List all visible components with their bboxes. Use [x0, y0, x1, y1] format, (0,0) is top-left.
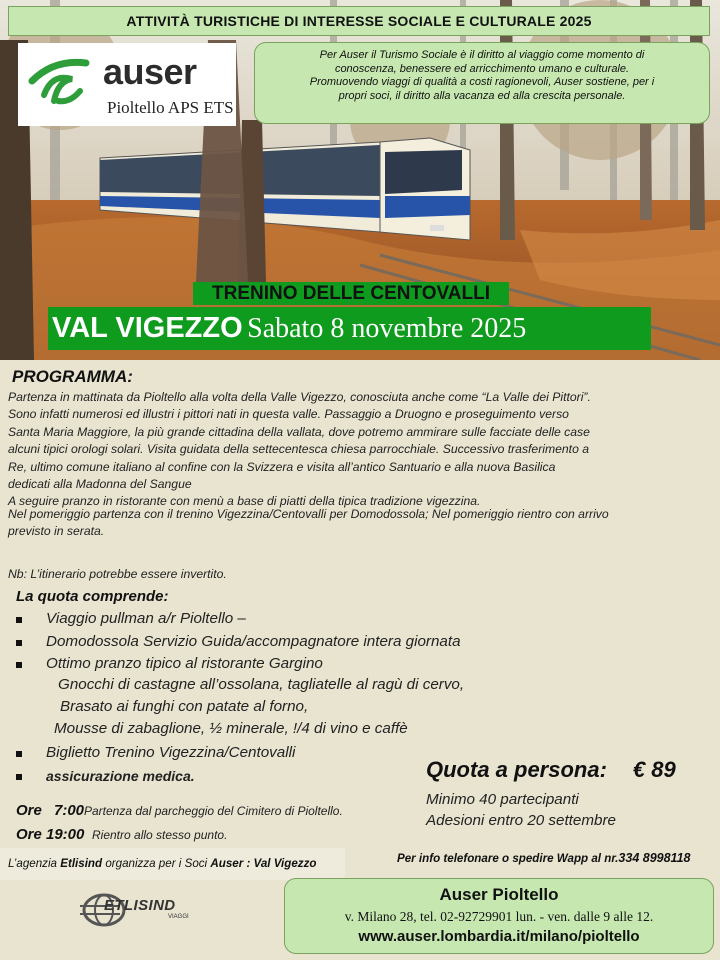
schedule-row: Ore 19:00 Rientro allo stesso punto.	[16, 826, 228, 843]
agency-name: Etlisind	[60, 857, 103, 870]
included-title: La quota comprende:	[16, 588, 169, 605]
schedule	[16, 799, 343, 847]
included-list	[16, 608, 461, 676]
contact-box	[284, 878, 714, 954]
followup-line: Nel pomeriggio partenza con il trenino Vigezzina/Centovalli per Domodossola; Nel pomeriggio rientro con arrivo	[8, 507, 609, 521]
info-phone: 334 8998118	[618, 851, 691, 865]
auser-swoosh-logo-icon	[24, 51, 104, 121]
auser-logo	[18, 43, 236, 126]
logo-wordmark: auser	[103, 51, 197, 92]
mission-line: propri soci, il diritto alla vacanza ed alla crescita personale.	[338, 89, 626, 102]
program-text	[8, 389, 710, 511]
bullet-icon	[16, 617, 22, 623]
price-deadline: Adesioni entro 20 settembre	[426, 812, 616, 829]
program-line: dedicati alla Madonna del Sangue	[8, 477, 192, 492]
included-item: Domodossola Servizio Guida/accompagnatore intera giornata	[16, 631, 461, 654]
included-item: Viaggio pullman a/r Pioltello –	[16, 608, 461, 631]
bullet-icon	[16, 640, 22, 646]
contact-name: Auser Pioltello	[439, 885, 559, 904]
etlisind-logo	[80, 892, 220, 935]
program-title: PROGRAMMA:	[12, 367, 133, 386]
price-minimum: Minimo 40 partecipanti	[426, 791, 579, 808]
included-item: assicurazione medica.	[16, 765, 295, 788]
contact-address: v. Milano 28, tel. 02-92729901 lun. - ven. dalle 9 alle 12.	[344, 909, 654, 924]
mission-line: Promuovendo viaggi di qualità a costi ragionevoli, Auser sostiene, per i	[309, 76, 655, 89]
program-line: A seguire pranzo in ristorante con menù a base di piatti della tipica tradizione vigezzina.	[8, 494, 481, 509]
mission-line: conoscenza, benessere ed arricchimento umano e culturale.	[334, 62, 630, 75]
etlisind-wordmark: ETLISIND	[104, 897, 176, 914]
included-list-2	[16, 742, 295, 787]
price-line	[426, 757, 676, 783]
event-place: VAL VIGEZZO	[52, 312, 243, 344]
bullet-icon	[16, 751, 22, 757]
header-title: ATTIVITÀ TURISTICHE DI INTERESSE SOCIALE E CULTURALE 2025	[126, 13, 592, 29]
bullet-icon	[16, 774, 22, 780]
agency-line: L’agenzia Etlisind organizza per i Soci Auser : Val Vigezzo	[8, 857, 317, 870]
price-block	[426, 757, 676, 831]
event-title-banner	[48, 307, 651, 350]
itinerary-note: Nb: L’itinerario potrebbe essere invertito.	[8, 567, 227, 581]
program-line: Partenza in mattinata da Pioltello alla volta della Valle Vigezzo, conosciuta anche come “La Valle dei Pittori”.	[8, 390, 591, 404]
program-line: alcuni tipici orologi solari. Visita guidata della settecentesca chiesa parrocchiale. Successivo trasferimento a	[8, 442, 590, 457]
info-line: Per info telefonare o spedire Wapp al nr.334 8998118	[397, 851, 691, 865]
program-line: Re, ultimo comune italiano al confine con la Svizzera e visita all’antico Santuario e alla nuova Basilica	[8, 459, 556, 474]
etlisind-sub: VIAGGI	[168, 914, 189, 920]
menu-line: Gnocchi di castagne all’ossolana, tagliatelle al ragù di cervo,	[58, 676, 465, 693]
menu-line: Brasato ai funghi con patate al forno,	[60, 698, 309, 715]
event-subtitle: TRENINO DELLE CENTOVALLI	[193, 282, 509, 305]
contact-website-link[interactable]: www.auser.lombardia.it/milano/pioltello	[358, 928, 640, 945]
program-line: Santa Maria Maggiore, la più grande cittadina della vallata, dove potremo ammirare sulle facciate delle case	[8, 424, 590, 439]
header-banner	[8, 6, 710, 36]
mission-line: Per Auser il Turismo Sociale è il diritto al viaggio come momento di	[319, 49, 645, 61]
followup-line: previsto in serata.	[8, 524, 105, 539]
bullet-icon	[16, 662, 22, 668]
program-line: Sono infatti numerosi ed illustri i pittori nati in questa valle. Passaggio a Druogno e proseguimento verso	[8, 407, 569, 422]
logo-subtitle: Pioltello APS ETS	[107, 98, 234, 117]
mission-statement	[254, 42, 710, 124]
price-amount: € 89	[632, 757, 676, 782]
included-item: Ottimo pranzo tipico al ristorante Gargino	[16, 653, 461, 676]
event-date: Sabato 8 novembre 2025	[247, 313, 527, 344]
included-item: Biglietto Trenino Vigezzina/Centovalli	[16, 742, 295, 765]
menu-line: Mousse di zabaglione, ½ minerale, !/4 di vino e caffè	[54, 720, 408, 737]
schedule-row: Ore 7:00Partenza dal parcheggio del Cimitero di Pioltello.	[16, 802, 343, 819]
agency-soci: Auser : Val Vigezzo	[210, 857, 317, 870]
program-followup	[8, 506, 720, 541]
price-label: Quota a persona:	[426, 757, 607, 782]
